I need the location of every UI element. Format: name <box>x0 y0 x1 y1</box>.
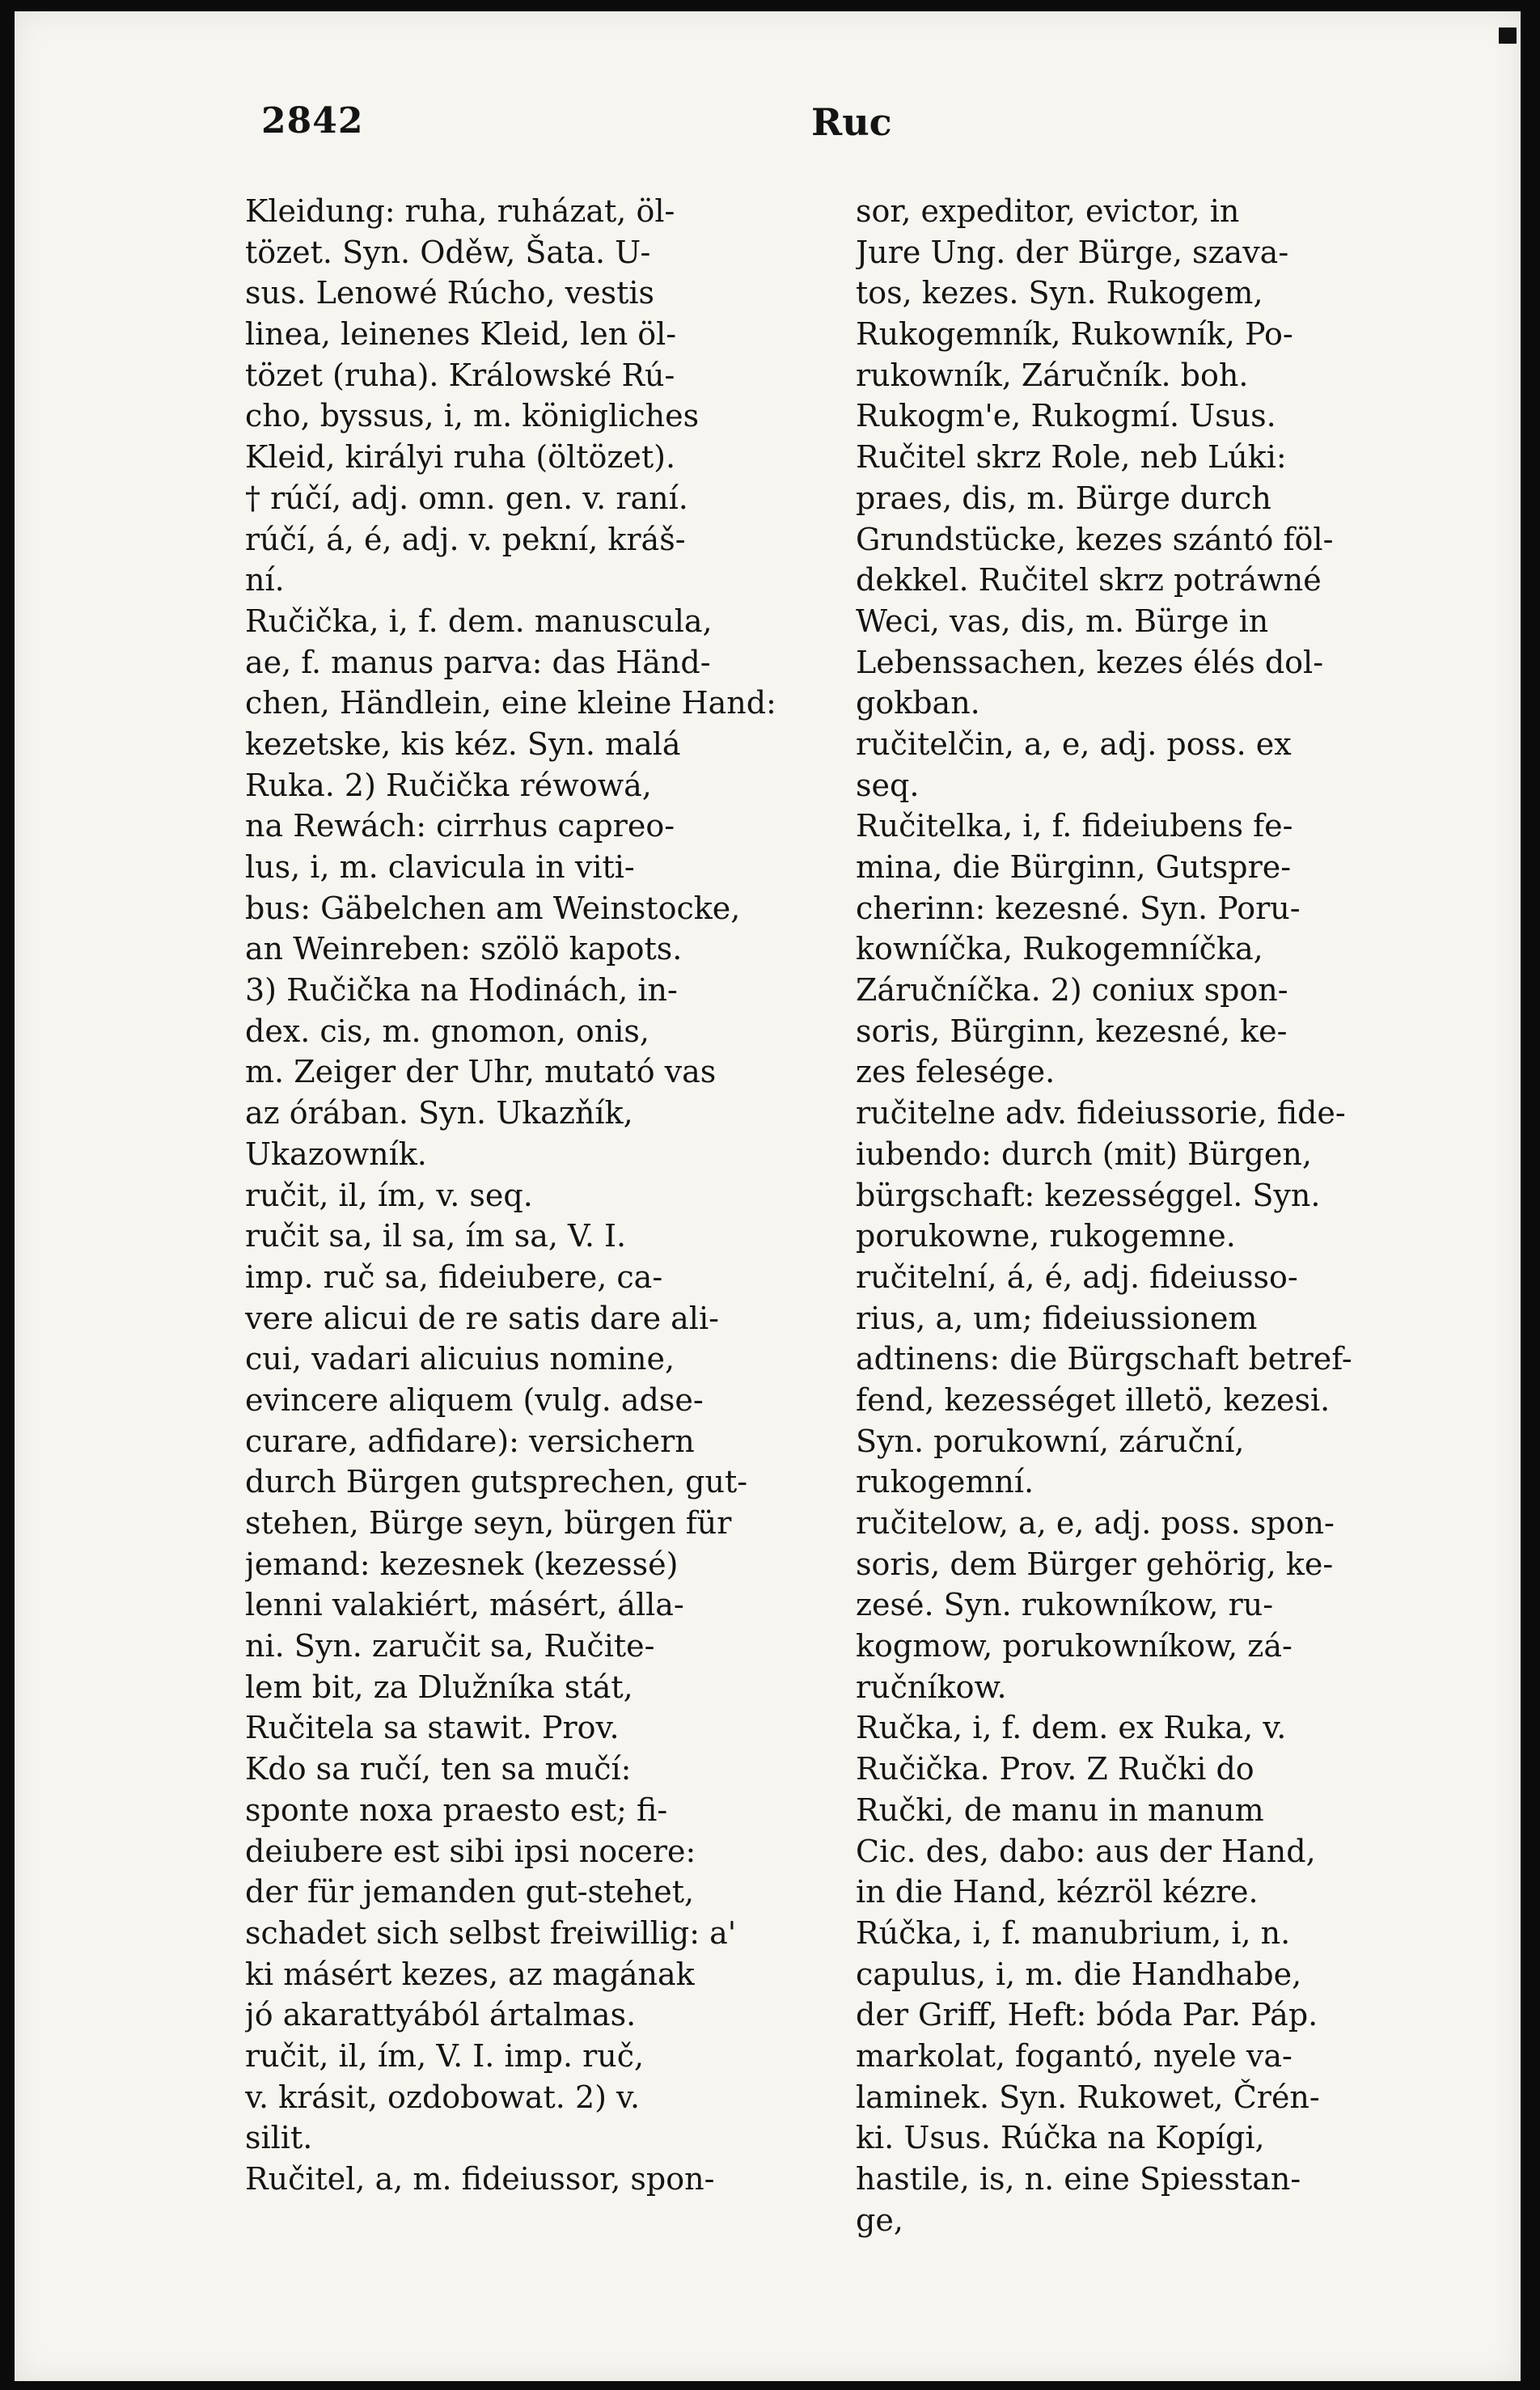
entry-line: Weci, vas, dis, m. Bürge in <box>856 603 1269 639</box>
entry-line: Jure Ung. der Bürge, szava- <box>856 234 1289 270</box>
page-header <box>261 100 1410 157</box>
entry-line: Ukazowník. <box>245 1136 427 1172</box>
entry-line: lus, i, m. clavicula in viti- <box>245 849 635 885</box>
entry-line: imp. ruč sa, fideiubere, ca- <box>245 1258 663 1295</box>
entry-line: ručitelní, á, é, adj. fideiusso- <box>856 1258 1298 1295</box>
entry-line: zes felesége. <box>856 1054 1056 1090</box>
entry-line: dex. cis, m. gnomon, onis, <box>245 1013 649 1049</box>
entry-line: bürgschaft: kezességgel. Syn. <box>856 1177 1321 1213</box>
entry-line: sus. Lenowé Rúcho, vestis <box>245 275 655 311</box>
entry-line: deiubere est sibi ipsi nocere: <box>245 1833 696 1869</box>
left-column <box>245 191 836 2200</box>
entry-line: ní. <box>245 562 285 599</box>
entry-line: ručit, il, ím, V. I. imp. ruč, <box>245 2037 645 2074</box>
entry-line: gokban. <box>856 685 980 721</box>
entry-line: rúčí, á, é, adj. v. pekní, kráš- <box>245 521 686 557</box>
entry-line: adtinens: die Bürgschaft betref- <box>856 1341 1352 1377</box>
entry-line: Kdo sa ručí, ten sa mučí: <box>245 1751 632 1787</box>
entry-line: Ručitela sa stawit. Prov. <box>245 1710 620 1746</box>
entry-line: iubendo: durch (mit) Bürgen, <box>856 1136 1312 1172</box>
entry-line: v. krásit, ozdobowat. 2) v. <box>245 2079 641 2115</box>
entry-line: mina, die Bürginn, Gutspre- <box>856 849 1292 885</box>
entry-line: na Rewách: cirrhus capreo- <box>245 808 675 844</box>
entry-line: zesé. Syn. rukowníkow, ru- <box>856 1587 1274 1623</box>
entry-line: ki másért kezes, az magának <box>245 1956 695 1992</box>
entry-line: vere alicui de re satis dare ali- <box>245 1300 719 1336</box>
entry-line: Ruka. 2) Ručička réwowá, <box>245 767 652 803</box>
entry-line: sor, expeditor, evictor, in <box>856 193 1240 229</box>
entry-line: durch Bürgen gutsprechen, gut- <box>245 1464 748 1500</box>
dictionary-page <box>15 11 1521 2381</box>
entry-line: ručitelow, a, e, adj. poss. spon- <box>856 1505 1335 1541</box>
entry-line: in die Hand, kézröl kézre. <box>856 1874 1259 1910</box>
entry-line: tözet (ruha). Králowské Rú- <box>245 357 675 393</box>
entry-line: ae, f. manus parva: das Händ- <box>245 644 711 680</box>
entry-line: jó akarattyából ártalmas. <box>245 1997 637 2033</box>
entry-line: Syn. porukowní, záruční, <box>856 1423 1245 1459</box>
entry-line: Grundstücke, kezes szántó föl- <box>856 521 1334 557</box>
entry-line: cui, vadari alicuius nomine, <box>245 1341 675 1377</box>
entry-line: soris, Bürginn, kezesné, ke- <box>856 1013 1288 1049</box>
entry-line: kowníčka, Rukogemníčka, <box>856 931 1263 967</box>
entry-line: fend, kezességet illetö, kezesi. <box>856 1381 1331 1418</box>
entry-line: dekkel. Ručitel skrz potráwné <box>856 562 1322 599</box>
entry-line: cho, byssus, i, m. königliches <box>245 398 700 434</box>
entry-line: bus: Gäbelchen am Weinstocke, <box>245 890 741 926</box>
entry-line: cherinn: kezesné. Syn. Poru- <box>856 890 1301 926</box>
entry-line: ručitelne adv. fideiussorie, fide- <box>856 1095 1346 1132</box>
entry-line: der Griff, Heft: bóda Par. Páp. <box>856 1997 1318 2033</box>
page-number: 2842 <box>261 100 364 142</box>
entry-line: markolat, fogantó, nyele va- <box>856 2037 1292 2074</box>
entry-line: lem bit, za Dlužníka stát, <box>245 1669 633 1705</box>
entry-line: seq. <box>856 767 920 803</box>
entry-line: Záručníčka. 2) coniux spon- <box>856 972 1288 1009</box>
entry-line: az órában. Syn. Ukazňík, <box>245 1095 633 1132</box>
entry-line: evincere aliquem (vulg. adse- <box>245 1381 704 1418</box>
entry-line: Ručitel, a, m. fideiussor, spon- <box>245 2161 715 2197</box>
entry-line: Ručka, i, f. dem. ex Ruka, v. <box>856 1710 1287 1746</box>
entry-line: hastile, is, n. eine Spiesstan- <box>856 2161 1301 2197</box>
entry-line: ki. Usus. Rúčka na Kopígi, <box>856 2120 1265 2156</box>
entry-line: der für jemanden gut-stehet, <box>245 1874 695 1910</box>
entry-line: ni. Syn. zaručit sa, Ručite- <box>245 1628 655 1665</box>
entry-line: † rúčí, adj. omn. gen. v. raní. <box>245 480 688 516</box>
entry-line: rukogemní. <box>856 1464 1034 1500</box>
entry-line: tözet. Syn. Oděw, Šata. U- <box>245 234 651 270</box>
entry-line: Ručitelka, i, f. fideiubens fe- <box>856 808 1293 844</box>
entry-line: stehen, Bürge seyn, bürgen für <box>245 1505 732 1541</box>
entry-line: rukowník, Záručník. boh. <box>856 357 1249 393</box>
entry-line: porukowne, rukogemne. <box>856 1218 1236 1254</box>
entry-line: laminek. Syn. Rukowet, Črén- <box>856 2079 1320 2115</box>
running-head: Ruc <box>811 100 892 144</box>
entry-line: schadet sich selbst freiwillig: a' <box>245 1914 737 1951</box>
entry-line: Rúčka, i, f. manubrium, i, n. <box>856 1914 1291 1951</box>
entry-line: Lebenssachen, kezes élés dol- <box>856 644 1324 680</box>
right-column <box>856 191 1426 2240</box>
entry-line: lenni valakiért, másért, álla- <box>245 1587 684 1623</box>
entry-line: jemand: kezesnek (kezessé) <box>245 1546 679 1582</box>
entry-line: Ručitel skrz Role, neb Lúki: <box>856 439 1287 476</box>
scan-edge-mark <box>1499 27 1517 44</box>
entry-line: Ručki, de manu in manum <box>856 1791 1264 1828</box>
entry-line: m. Zeiger der Uhr, mutató vas <box>245 1054 717 1090</box>
entry-line: an Weinreben: szölö kapots. <box>245 931 683 967</box>
entry-line: ge, <box>856 2202 903 2238</box>
entry-line: kogmow, porukowníkow, zá- <box>856 1628 1292 1665</box>
entry-line: Ručička. Prov. Z Ručki do <box>856 1751 1254 1787</box>
entry-line: rius, a, um; fideiussionem <box>856 1300 1258 1336</box>
entry-line: kezetske, kis kéz. Syn. malá <box>245 725 681 762</box>
entry-line: curare, adfidare): versichern <box>245 1423 695 1459</box>
entry-line: sponte noxa praesto est; fi- <box>245 1791 668 1828</box>
entry-line: linea, leinenes Kleid, len öl- <box>245 316 677 353</box>
entry-line: capulus, i, m. die Handhabe, <box>856 1956 1302 1992</box>
entry-line: praes, dis, m. Bürge durch <box>856 480 1271 516</box>
entry-line: ručníkow. <box>856 1669 1007 1705</box>
entry-line: tos, kezes. Syn. Rukogem, <box>856 275 1263 311</box>
entry-line: Kleidung: ruha, ruházat, öl- <box>245 193 675 229</box>
entry-line: Rukogm'e, Rukogmí. Usus. <box>856 398 1276 434</box>
entry-line: ručit, il, ím, v. seq. <box>245 1177 533 1213</box>
entry-line: chen, Händlein, eine kleine Hand: <box>245 685 776 721</box>
entry-line: Rukogemník, Rukowník, Po- <box>856 316 1293 353</box>
entry-line: soris, dem Bürger gehörig, ke- <box>856 1546 1334 1582</box>
entry-line: Kleid, királyi ruha (öltözet). <box>245 439 676 476</box>
entry-line: ručitelčin, a, e, adj. poss. ex <box>856 725 1292 762</box>
entry-line: Cic. des, dabo: aus der Hand, <box>856 1833 1316 1869</box>
entry-line: silit. <box>245 2120 313 2156</box>
entry-line: 3) Ručička na Hodinách, in- <box>245 972 678 1009</box>
entry-line: Ručička, i, f. dem. manuscula, <box>245 603 713 639</box>
entry-line: ručit sa, il sa, ím sa, V. I. <box>245 1218 627 1254</box>
